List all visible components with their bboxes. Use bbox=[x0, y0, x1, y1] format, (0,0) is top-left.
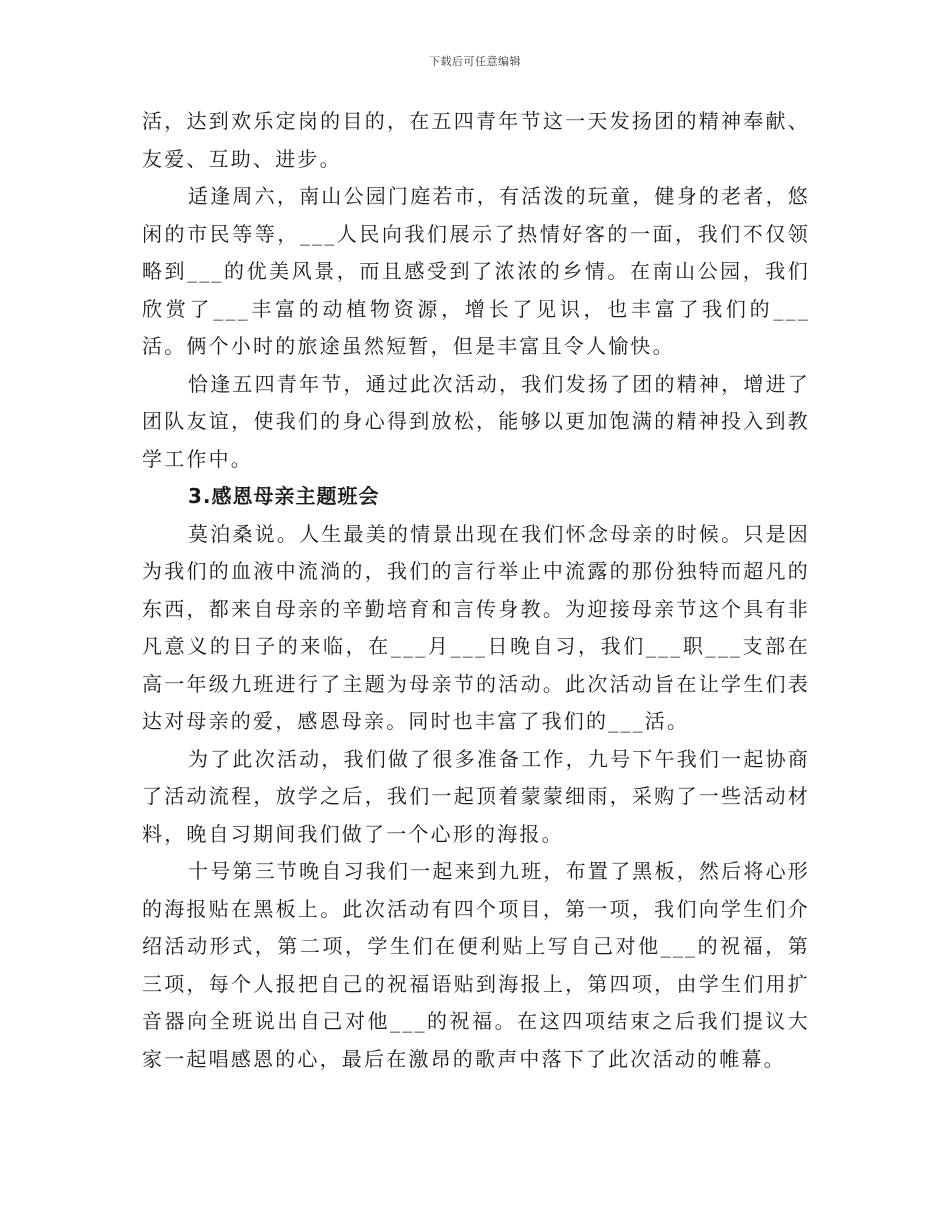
document-body bbox=[142, 103, 810, 1078]
page-header: 下载后可任意编辑 bbox=[429, 55, 521, 68]
paragraph-activity: 十号第三节晚自习我们一起来到九班，布置了黑板，然后将心形的海报贴在黑板上。此次活动有四个项目，第一项，我们向学生们介绍活动形式，第二项，学生们在便利贴上写自己对他___的祝福，第三项，每个人报把自己的祝福语贴到海报上，第四项，由学生们用扩音器向全班说出自己对他___的祝福。在这四项结束之后我们提议大家一起唱感恩的心，最后在激昂的歌声中落下了此次活动的帷幕。 bbox=[142, 859, 810, 1071]
paragraph-youth-day: 恰逢五四青年节，通过此次活动，我们发扬了团的精神，增进了团队友谊，使我们的身心得到放松，能够以更加饱满的精神投入到教学工作中。 bbox=[142, 371, 810, 471]
paragraph-preparation: 为了此次活动，我们做了很多准备工作，九号下午我们一起协商了活动流程，放学之后，我们一起顶着蒙蒙细雨，采购了一些活动材料，晚自习期间我们做了一个心形的海报。 bbox=[142, 746, 810, 846]
paragraph-mothers-day-intro: 莫泊桑说。人生最美的情景出现在我们怀念母亲的时候。只是因为我们的血液中流淌的，我们的言行举止中流露的那份独特而超凡的东西，都来自母亲的辛勤培育和言传身教。为迎接母亲节这个具有非凡意义的日子的来临，在___月___日晚自习，我们___职___支部在高一年级九班进行了主题为母亲节的活动。此次活动旨在让学生们表达对母亲的爱，感恩母亲。同时也丰富了我们的___活。 bbox=[142, 521, 810, 733]
paragraph-nanshan-park: 适逢周六，南山公园门庭若市，有活泼的玩童，健身的老者，悠闲的市民等等，___人民向我们展示了热情好客的一面，我们不仅领略到___的优美风景，而且感受到了浓浓的乡情。在南山公园，我们欣赏了___丰富的动植物资源，增长了见识，也丰富了我们的___活。俩个小时的旅途虽然短暂，但是丰富且令人愉快。 bbox=[142, 184, 810, 358]
section-heading: 3.感恩母亲主题班会 bbox=[188, 484, 380, 508]
paragraph-continued: 活，达到欢乐定岗的目的，在五四青年节这一天发扬团的精神奉献、友爱、互助、进步。 bbox=[142, 109, 810, 171]
